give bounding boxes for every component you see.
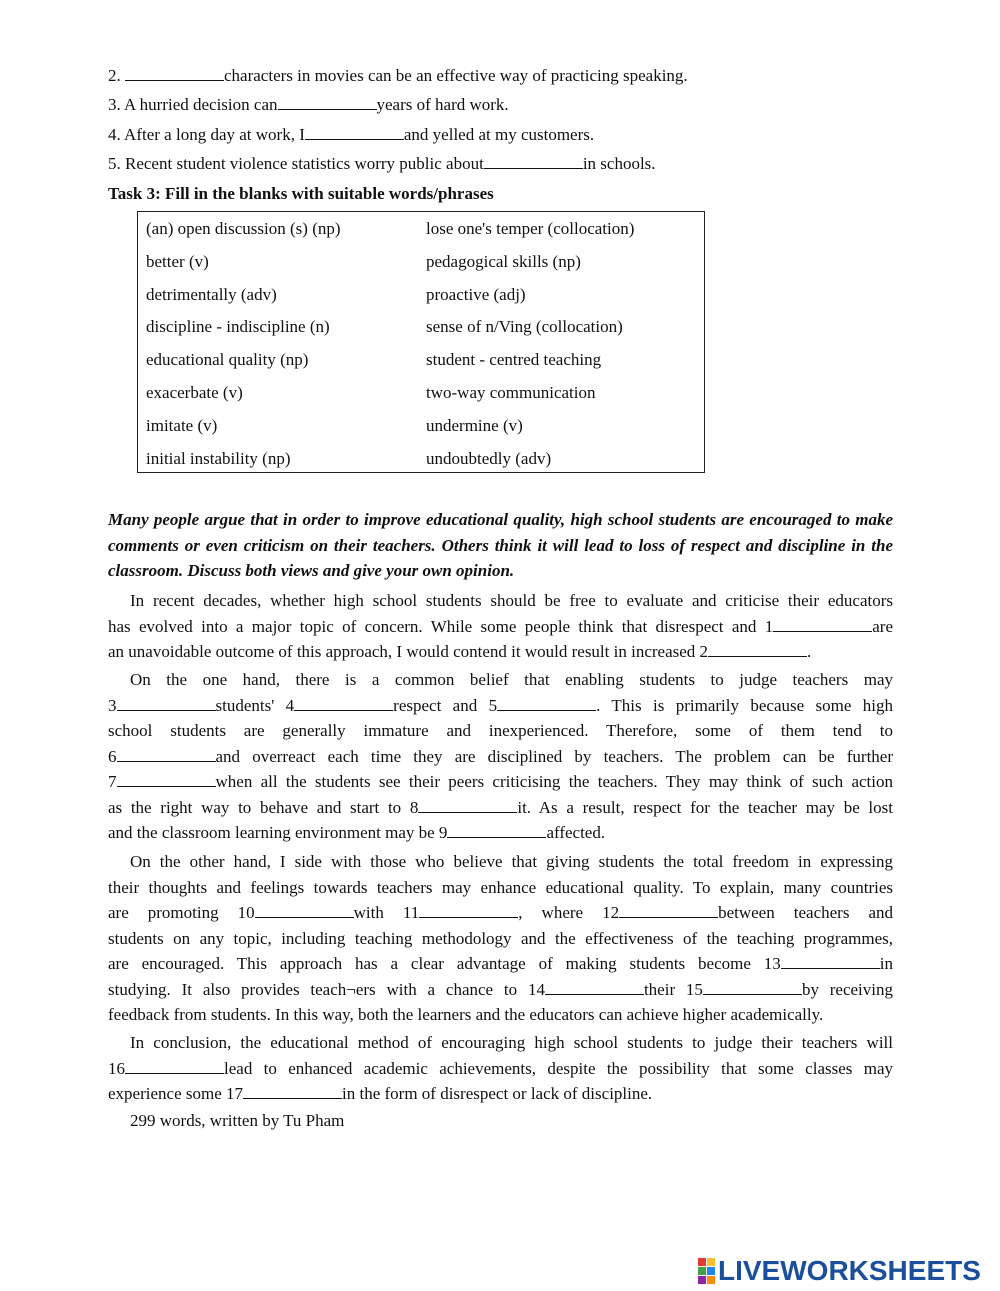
- blank-input-8[interactable]: [418, 797, 517, 813]
- exercise-line-2: 2. characters in movies can be an effective way of practicing speaking.: [108, 66, 688, 85]
- logo-mark-icon: [698, 1258, 715, 1284]
- blank-input-5[interactable]: [497, 695, 596, 711]
- word-bank-item: proactive (adj): [426, 284, 526, 304]
- exercise-line-3: 3. A hurried decision can years of hard work.: [108, 95, 509, 114]
- liveworksheets-logo: [698, 1257, 981, 1285]
- logo-square: [707, 1267, 715, 1275]
- word-bank-item: pedagogical skills (np): [426, 251, 581, 271]
- word-bank-item: lose one's temper (collocation): [426, 219, 635, 238]
- blank-input-16[interactable]: [125, 1058, 224, 1074]
- blank-input-6[interactable]: [117, 746, 216, 762]
- blank-input-11[interactable]: [419, 902, 518, 918]
- essay-prompt: Many people argue that in order to improve educational quality, high school students are encouraged to make comments or even criticism on their teachers. Others think it will lead to loss of respect and discipline in the classroom. Discuss both views and give your own opinion.: [108, 510, 893, 581]
- logo-square: [698, 1276, 706, 1284]
- blank-input-2[interactable]: [708, 641, 807, 657]
- blank-input-13[interactable]: [781, 953, 880, 969]
- blank-input-15[interactable]: [703, 979, 802, 995]
- blank-input-14[interactable]: [545, 979, 644, 995]
- word-bank-item: detrimentally (adv): [146, 284, 277, 304]
- exercise-line-5: 5. Recent student violence statistics worry public about in schools.: [108, 154, 656, 173]
- blank-input[interactable]: [305, 124, 404, 140]
- word-bank-item: better (v): [146, 251, 209, 271]
- essay-paragraph-2: On the one hand, there is a common belief that enabling students to judge teachers may 3 students' 4 respect and 5 . This is primarily because some high school students are generally immature and inexperienced. Therefore, some of them tend to 6 and overreact each time they are disciplined by teachers. The problem can be further 7 when all the students see their peers criticising the teachers. They may think of such action as the right way to behave and start to 8 it. As a result, respect for the teacher may be lost and the classroom learning environment may be 9 affected.: [108, 670, 894, 842]
- word-bank: [137, 211, 705, 473]
- word-bank-item: educational quality (np): [146, 350, 309, 370]
- blank-input-10[interactable]: [255, 902, 354, 918]
- essay-paragraph-4: In conclusion, the educational method of encouraging high school students to judge their teachers will 16 lead to enhanced academic achievements, despite the possibility that some classes may experience some 17 in the form of disrespect or lack of discipline.: [108, 1033, 893, 1103]
- word-bank-item: two-way communication: [426, 382, 596, 402]
- essay-signature: 299 words, written by Tu Pham: [130, 1111, 345, 1130]
- word-bank-left-column: [146, 218, 341, 480]
- blank-input-4[interactable]: [294, 695, 393, 711]
- logo-square: [698, 1267, 706, 1275]
- blank-input-7[interactable]: [117, 771, 216, 787]
- word-bank-item: imitate (v): [146, 415, 218, 435]
- blank-input-9[interactable]: [447, 822, 546, 838]
- word-bank-item: (an) open discussion (s) (np): [146, 219, 341, 238]
- word-bank-item: exacerbate (v): [146, 382, 243, 402]
- blank-input-17[interactable]: [243, 1083, 342, 1099]
- word-bank-item: discipline - indiscipline (n): [146, 317, 330, 337]
- logo-text: LIVEWORKSHEETS: [718, 1255, 981, 1286]
- exercise-line-4: 4. After a long day at work, I and yelled at my customers.: [108, 125, 595, 144]
- logo-square: [698, 1258, 706, 1266]
- word-bank-item: sense of n/Ving (collocation): [426, 317, 623, 337]
- word-bank-item: initial instability (np): [146, 448, 291, 468]
- word-bank-item: student - centred teaching: [426, 350, 602, 370]
- logo-square: [707, 1276, 715, 1284]
- essay-paragraph-3: On the other hand, I side with those who believe that giving students the total freedom in expressing their thoughts and feelings towards teachers may enhance educational quality. To explain, many countries are promoting 10 with 11 , where 12 between teachers and students on any topic, including teaching methodology and the effectiveness of the teaching programmes, are encouraged. This approach has a clear advantage of making students become 13 in studying. It also provides teach¬ers with a chance to 14 their 15 by receiving feedback from students. In this way, both the learners and the educators can achieve higher academically.: [108, 852, 894, 1024]
- blank-input-3[interactable]: [117, 695, 216, 711]
- task-title: Task 3: Fill in the blanks with suitable words/phrases: [108, 184, 494, 203]
- essay-paragraph-1: In recent decades, whether high school students should be free to evaluate and criticise their educators has evolved into a major topic of concern. While some people think that disrespect and 1 are an unavoidable outcome of this approach, I would contend it would result in increased 2 .: [108, 591, 893, 661]
- blank-input[interactable]: [125, 65, 224, 81]
- word-bank-item: undoubtedly (adv): [426, 448, 552, 468]
- blank-input[interactable]: [278, 94, 377, 110]
- blank-input[interactable]: [484, 153, 583, 169]
- word-bank-right-column: [426, 218, 634, 480]
- blank-input-12[interactable]: [619, 902, 718, 918]
- blank-input-1[interactable]: [773, 616, 872, 632]
- word-bank-item: undermine (v): [426, 415, 523, 435]
- logo-square: [707, 1258, 715, 1266]
